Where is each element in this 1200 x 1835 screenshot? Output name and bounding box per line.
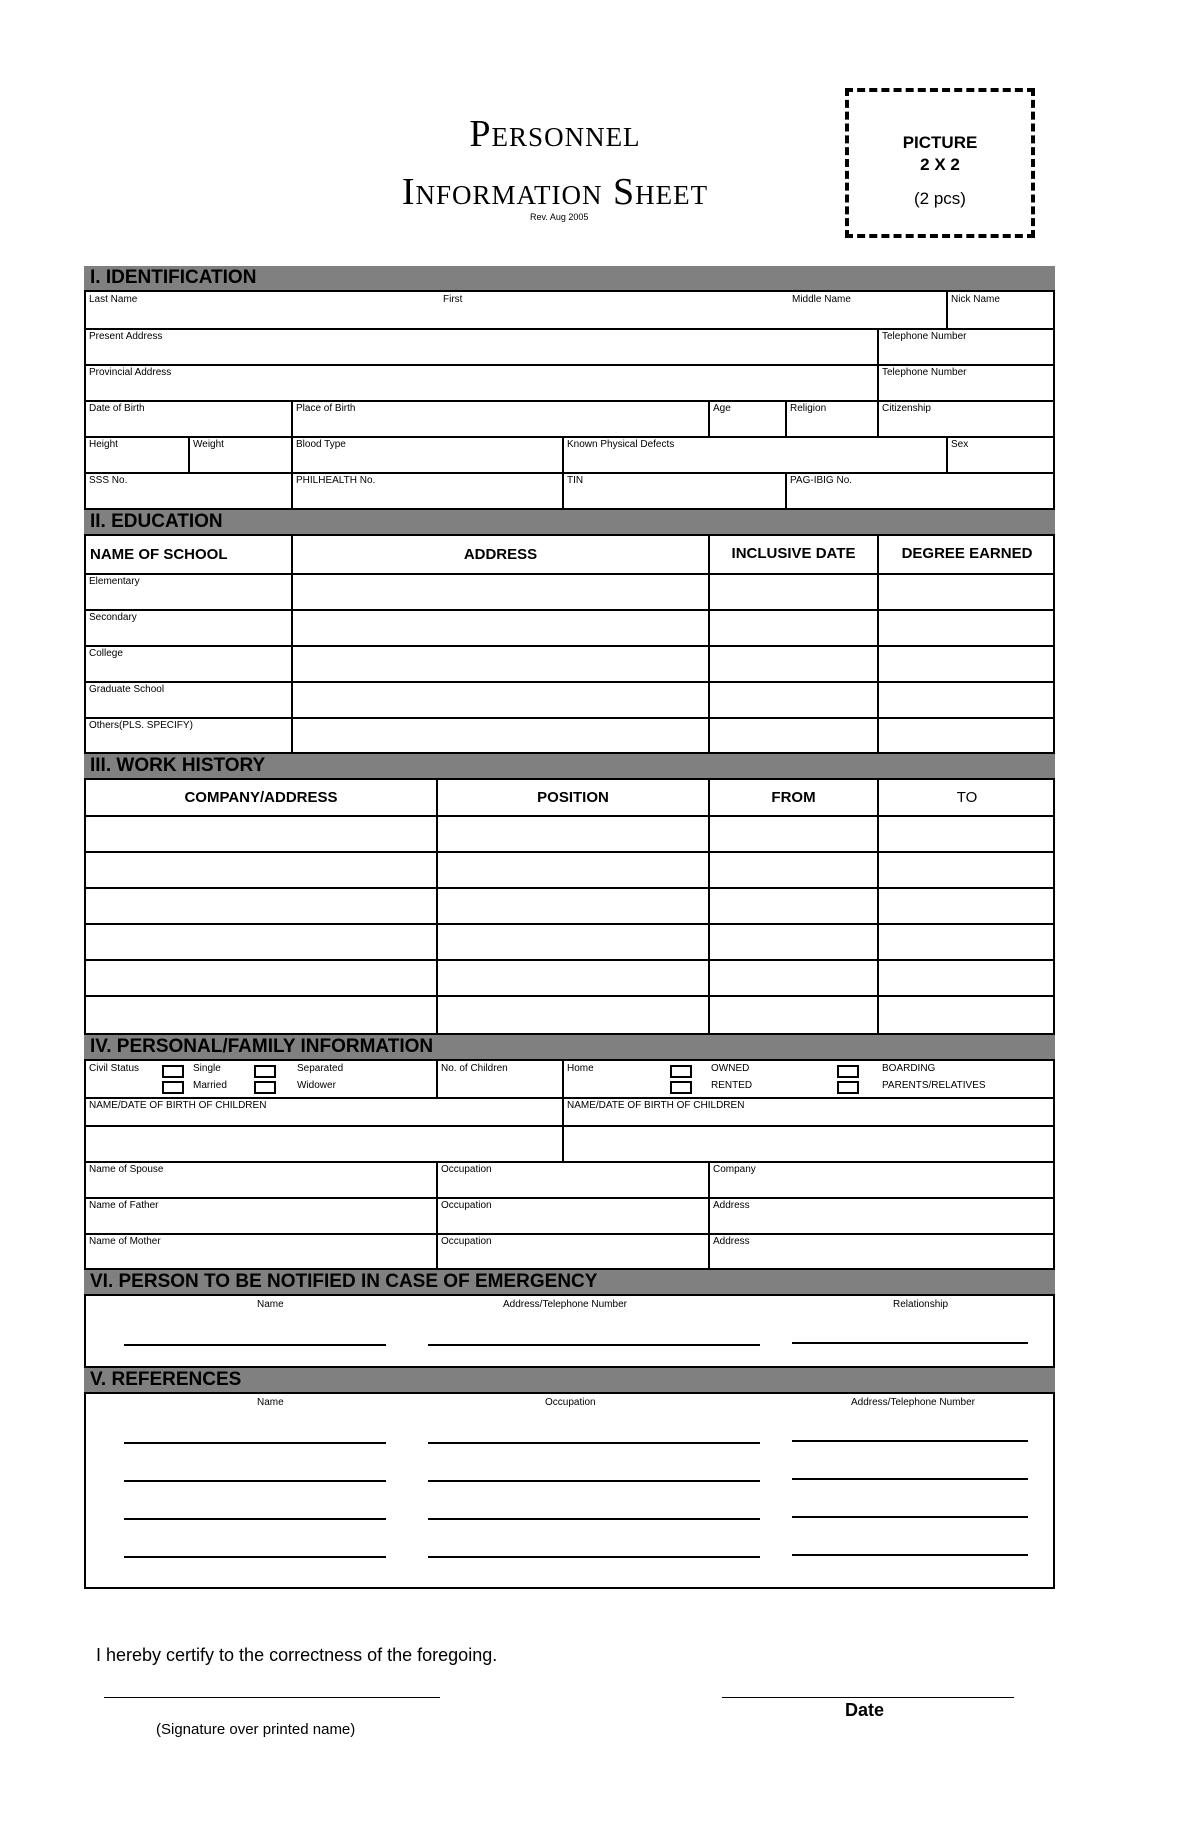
label-civil-status: Civil Status (89, 1063, 140, 1074)
date-line[interactable] (722, 1697, 1014, 1698)
reference-3-name-line[interactable] (124, 1518, 386, 1520)
label-height: Height (89, 439, 118, 450)
label-father: Name of Father (89, 1200, 159, 1211)
checkbox-married[interactable] (162, 1081, 184, 1094)
checkbox-single[interactable] (162, 1065, 184, 1078)
work-header-company: COMPANY/ADDRESS (184, 789, 338, 806)
emergency-label-relationship: Relationship (893, 1299, 949, 1310)
label-spouse: Name of Spouse (89, 1164, 164, 1175)
edu-row-others: Others(PLS. SPECIFY) (89, 720, 193, 731)
edu-header-date: INCLUSIVE DATE (731, 545, 856, 562)
picture-count: (2 pcs) (914, 189, 966, 208)
emergency-box (84, 1294, 1055, 1368)
picture-size: 2 X 2 (920, 155, 960, 174)
label-telephone-1: Telephone Number (882, 331, 967, 342)
certification-statement: I hereby certify to the correctness of the foregoing. (96, 1645, 498, 1665)
label-physical-defects: Known Physical Defects (567, 439, 675, 450)
label-father-address: Address (713, 1200, 750, 1211)
work-header-position: POSITION (537, 789, 609, 806)
reference-1-address-line[interactable] (792, 1440, 1028, 1442)
label-mother-address: Address (713, 1236, 750, 1247)
label-telephone-2: Telephone Number (882, 367, 967, 378)
label-children-count: No. of Children (441, 1063, 508, 1074)
signature-line[interactable] (104, 1697, 440, 1698)
emergency-address-line[interactable] (428, 1344, 760, 1346)
emergency-name-line[interactable] (124, 1344, 386, 1346)
emergency-relationship-line[interactable] (792, 1342, 1028, 1344)
label-nick-name: Nick Name (951, 294, 1000, 305)
section-identification: I. IDENTIFICATION (84, 266, 1055, 290)
reference-1-occupation-line[interactable] (428, 1442, 760, 1444)
label-blood-type: Blood Type (296, 439, 346, 450)
label-children-right: NAME/DATE OF BIRTH OF CHILDREN (567, 1100, 745, 1111)
identification-box (84, 290, 1055, 510)
signature-caption: (Signature over printed name) (156, 1721, 356, 1738)
label-married: Married (193, 1080, 227, 1091)
picture-box (845, 88, 1035, 238)
label-mother: Name of Mother (89, 1236, 161, 1247)
work-header-from: FROM (771, 789, 816, 806)
work-history-table (84, 778, 1055, 1035)
section-work-history: III. WORK HISTORY (84, 754, 1055, 778)
date-label: Date (845, 1700, 885, 1720)
label-spouse-occupation: Occupation (441, 1164, 492, 1175)
label-owned: OWNED (711, 1063, 750, 1074)
label-sss: SSS No. (89, 475, 128, 486)
label-widower: Widower (297, 1080, 336, 1091)
personal-box (84, 1059, 1055, 1270)
checkbox-widower[interactable] (254, 1081, 276, 1094)
label-present-address: Present Address (89, 331, 163, 342)
picture-label: PICTURE (902, 133, 978, 152)
reference-3-address-line[interactable] (792, 1516, 1028, 1518)
reference-2-address-line[interactable] (792, 1478, 1028, 1480)
edu-row-college: College (89, 648, 123, 659)
checkbox-boarding[interactable] (837, 1065, 859, 1078)
reference-4-name-line[interactable] (124, 1556, 386, 1558)
label-rented: RENTED (711, 1080, 753, 1091)
label-middle-name: Middle Name (792, 294, 851, 305)
form-title-line2: Information Sheet (401, 171, 709, 213)
label-sex: Sex (951, 439, 969, 450)
label-home: Home (567, 1063, 594, 1074)
section-emergency: VI. PERSON TO BE NOTIFIED IN CASE OF EMERGENCY (84, 1270, 1055, 1294)
label-weight: Weight (193, 439, 224, 450)
reference-4-occupation-line[interactable] (428, 1556, 760, 1558)
label-age: Age (713, 403, 731, 414)
label-separated: Separated (297, 1063, 344, 1074)
checkbox-parents[interactable] (837, 1081, 859, 1094)
references-box (84, 1392, 1055, 1589)
checkbox-rented[interactable] (670, 1081, 692, 1094)
emergency-label-address: Address/Telephone Number (503, 1299, 627, 1310)
checkbox-owned[interactable] (670, 1065, 692, 1078)
label-tin: TIN (567, 475, 584, 486)
label-children-left: NAME/DATE OF BIRTH OF CHILDREN (89, 1100, 267, 1111)
label-boarding: BOARDING (882, 1063, 936, 1074)
education-table (84, 534, 1055, 754)
section-personal: IV. PERSONAL/FAMILY INFORMATION (84, 1035, 1055, 1059)
reference-4-address-line[interactable] (792, 1554, 1028, 1556)
section-education: II. EDUCATION (84, 510, 1055, 534)
label-place-of-birth: Place of Birth (296, 403, 356, 414)
checkbox-separated[interactable] (254, 1065, 276, 1078)
references-label-address: Address/Telephone Number (851, 1397, 975, 1408)
label-parents: PARENTS/RELATIVES (882, 1080, 986, 1091)
label-spouse-company: Company (713, 1164, 756, 1175)
edu-header-school: NAME OF SCHOOL (90, 546, 228, 563)
references-label-occupation: Occupation (545, 1397, 596, 1408)
reference-1-name-line[interactable] (124, 1442, 386, 1444)
label-philhealth: PHILHEALTH No. (296, 475, 376, 486)
revision-note: Rev. Aug 2005 (530, 212, 589, 222)
label-provincial-address: Provincial Address (89, 367, 172, 378)
label-date-of-birth: Date of Birth (89, 403, 145, 414)
label-first-name: First (443, 294, 463, 305)
edu-row-graduate: Graduate School (89, 684, 165, 695)
edu-header-degree: DEGREE EARNED (901, 545, 1033, 562)
reference-2-name-line[interactable] (124, 1480, 386, 1482)
label-father-occupation: Occupation (441, 1200, 492, 1211)
label-religion: Religion (790, 403, 827, 414)
emergency-label-name: Name (257, 1299, 284, 1310)
edu-row-secondary: Secondary (89, 612, 137, 623)
label-citizenship: Citizenship (882, 403, 931, 414)
label-last-name: Last Name (89, 294, 138, 305)
reference-3-occupation-line[interactable] (428, 1518, 760, 1520)
reference-2-occupation-line[interactable] (428, 1480, 760, 1482)
references-label-name: Name (257, 1397, 284, 1408)
label-pagibig: PAG-IBIG No. (790, 475, 853, 486)
work-header-to: TO (956, 789, 978, 806)
edu-header-address: ADDRESS (463, 546, 538, 563)
form-title-line1: Personnel (469, 113, 641, 155)
label-mother-occupation: Occupation (441, 1236, 492, 1247)
edu-row-elementary: Elementary (89, 576, 140, 587)
label-single: Single (193, 1063, 221, 1074)
section-references: V. REFERENCES (84, 1368, 1055, 1392)
